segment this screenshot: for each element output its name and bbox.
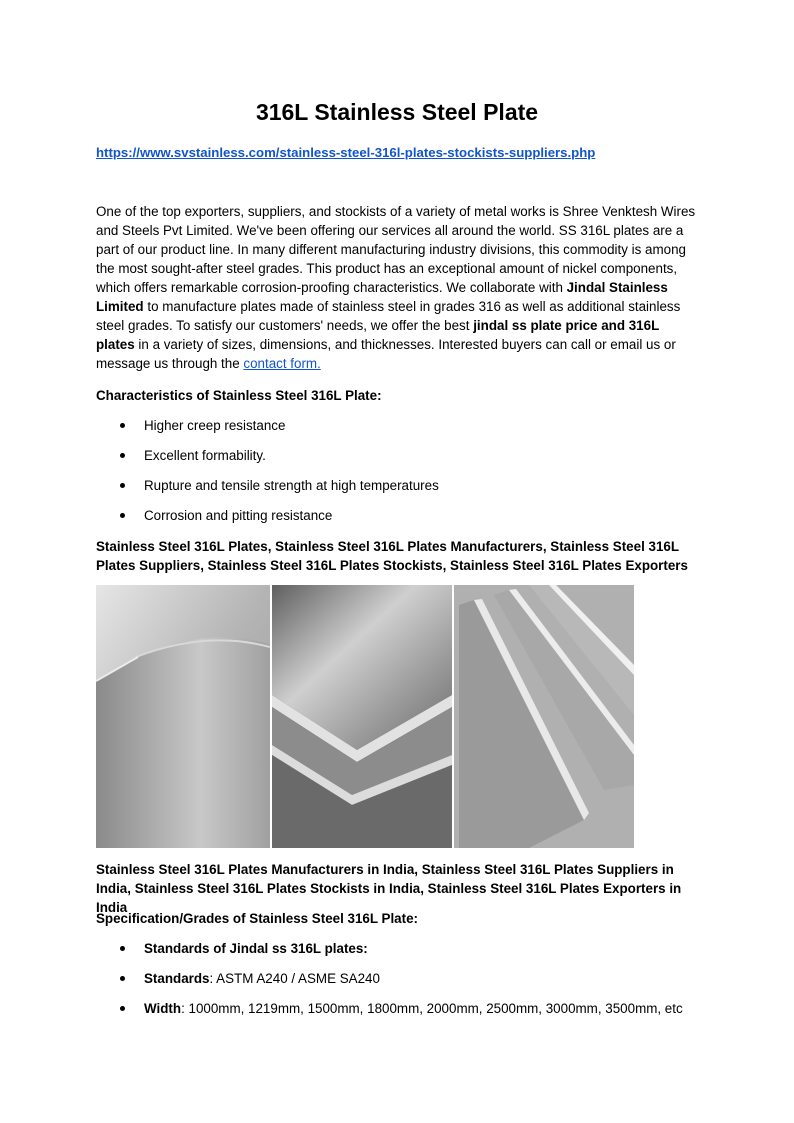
list-item <box>96 939 716 969</box>
source-url-link[interactable]: https://www.svstainless.com/stainless-steel-316l-plates-stockists-suppliers.php <box>96 145 596 160</box>
characteristics-list <box>96 416 716 536</box>
plate-edges-photo <box>454 585 634 848</box>
spec-width-value: : 1000mm, 1219mm, 1500mm, 1800mm, 2000mm, 2500mm, 3000mm, 3500mm, etc <box>181 1001 683 1016</box>
contact-form-link[interactable]: contact form. <box>243 356 321 371</box>
characteristics-heading: Characteristics of Stainless Steel 316L Plate: <box>96 388 382 403</box>
specification-heading: Specification/Grades of Stainless Steel 316L Plate: <box>96 911 418 926</box>
list-item: Higher creep resistance <box>96 416 716 446</box>
keywords-heading-2: Stainless Steel 316L Plates Manufacturers in India, Stainless Steel 316L Plates Suppliers in India, Stainless Steel 316L Plates Stockists in India, Stainless Steel 316L Plates Exporters in India <box>96 862 682 915</box>
list-item: Rupture and tensile strength at high temperatures <box>96 476 716 506</box>
list-item: Corrosion and pitting resistance <box>96 506 716 536</box>
intro-text-3: in a variety of sizes, dimensions, and thicknesses. Interested buyers can call or email us or message us through the <box>96 337 676 371</box>
steel-sheet-photo <box>96 585 270 848</box>
stacked-plates-photo <box>272 585 452 848</box>
spec-standards-value: : ASTM A240 / ASME SA240 <box>209 971 380 986</box>
intro-paragraph <box>96 202 696 373</box>
keywords-heading-1: Stainless Steel 316L Plates, Stainless Steel 316L Plates Manufacturers, Stainless Steel 316L Plates Suppliers, Stainless Steel 316L Plates Stockists, Stainless Steel 316L Plates Exporters <box>96 539 688 573</box>
specification-list <box>96 939 716 1029</box>
intro-bold-2: jindal ss plate price and 316L plates <box>96 318 660 352</box>
product-photos <box>96 585 634 848</box>
intro-text-2: to manufacture plates made of stainless steel in grades 316 as well as additional stainless steel grades. To satisfy our customers' needs, we offer the best <box>96 299 681 333</box>
spec-standards-label: Standards <box>144 971 210 986</box>
list-item <box>96 999 716 1029</box>
intro-bold-1: Jindal Stainless Limited <box>96 280 668 314</box>
spec-width-label: Width <box>144 1001 182 1016</box>
spec-standards-heading: Standards of Jindal ss 316L plates: <box>144 941 368 956</box>
page-title: 316L Stainless Steel Plate <box>255 99 539 125</box>
list-item <box>96 969 716 999</box>
intro-text-1: One of the top exporters, suppliers, and stockists of a variety of metal works is Shree Venktesh Wires and Steels Pvt Limited. We've been offering our services all around the world. SS 316L plates are a part of our product line. In many different manufacturing industry divisions, this commodity is among the most sought-after steel grades. This product has an exceptional amount of nickel components, which offers remarkable corrosion-proofing characteristics. We collaborate with <box>96 204 696 295</box>
list-item: Excellent formability. <box>96 446 716 476</box>
